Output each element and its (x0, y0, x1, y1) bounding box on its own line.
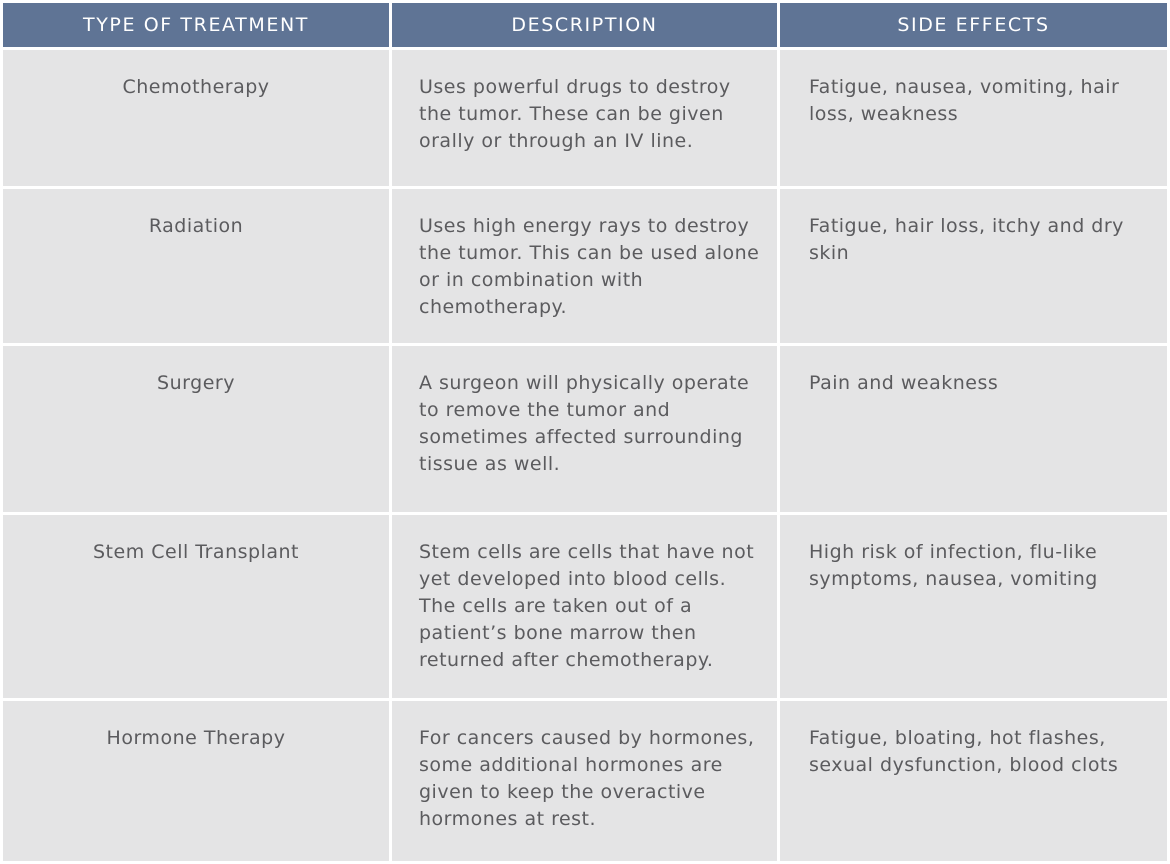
header-type-of-treatment: TYPE OF TREATMENT (3, 3, 389, 47)
treatment-table (3, 3, 1167, 861)
side-effects-cell: Fatigue, nausea, vomiting, hair loss, weakness (780, 50, 1167, 186)
treatment-type-cell: Hormone Therapy (3, 701, 389, 861)
description-cell: A surgeon will physically operate to remove the tumor and sometimes affected surrounding tissue as well. (392, 346, 777, 512)
header-side-effects: SIDE EFFECTS (780, 3, 1167, 47)
side-effects-cell: Fatigue, hair loss, itchy and dry skin (780, 189, 1167, 343)
description-cell: For cancers caused by hormones, some additional hormones are given to keep the overactive hormones at rest. (392, 701, 777, 861)
treatment-type-cell: Surgery (3, 346, 389, 512)
side-effects-cell: Fatigue, bloating, hot flashes, sexual dysfunction, blood clots (780, 701, 1167, 861)
treatment-type-cell: Chemotherapy (3, 50, 389, 186)
side-effects-cell: High risk of infection, flu-like symptoms, nausea, vomiting (780, 515, 1167, 698)
header-description: DESCRIPTION (392, 3, 777, 47)
description-cell: Uses high energy rays to destroy the tumor. This can be used alone or in combination with chemotherapy. (392, 189, 777, 343)
treatment-type-cell: Radiation (3, 189, 389, 343)
description-cell: Stem cells are cells that have not yet developed into blood cells. The cells are taken out of a patient’s bone marrow then returned after chemotherapy. (392, 515, 777, 698)
treatment-type-cell: Stem Cell Transplant (3, 515, 389, 698)
description-cell: Uses powerful drugs to destroy the tumor. These can be given orally or through an IV line. (392, 50, 777, 186)
side-effects-cell: Pain and weakness (780, 346, 1167, 512)
